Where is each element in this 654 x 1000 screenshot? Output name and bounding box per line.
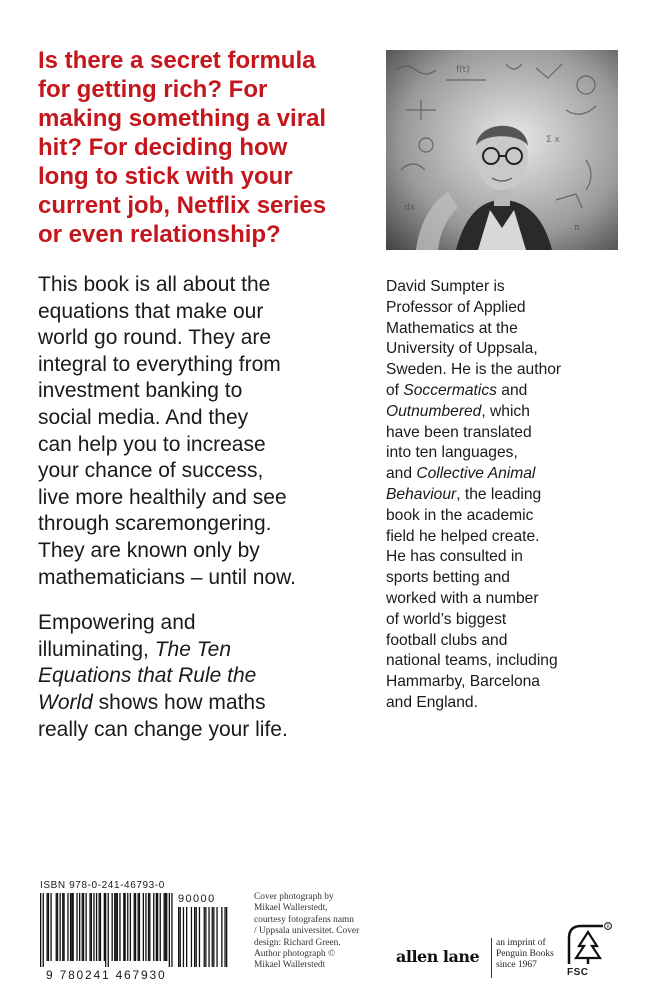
- headline-line: hit? For deciding how: [38, 134, 288, 161]
- headline-line: for getting rich? For: [38, 76, 268, 103]
- imprint-divider: [491, 938, 492, 978]
- book-title: World: [38, 690, 93, 714]
- fsc-label: FSC: [567, 967, 589, 978]
- headline-line: current job, Netflix series: [38, 192, 327, 219]
- svg-text:f(t): f(t): [456, 65, 470, 75]
- svg-text:π: π: [574, 223, 580, 233]
- headline-question: [38, 46, 378, 249]
- headline-line: long to stick with your: [38, 163, 293, 190]
- cover-credits: Cover photograph by Mikael Wallerstedt, courtesy fotografens namn / Uppsala universitet. Cover design: Richard Green. Author photograph © Mikael Wallerstedt: [254, 892, 360, 971]
- headline-line: making something a viral: [38, 105, 327, 132]
- svg-text:dx: dx: [404, 203, 416, 213]
- svg-text:Σ x: Σ x: [546, 135, 560, 145]
- description-paragraph-1: This book is all about the equations that make our world go round. They are integral to everything from investment banking to social media. And they can help you to increase your chance of success, live more healthily and see through scaremongering. They are known only by mathematicians – until now.: [38, 273, 296, 589]
- book-title: Behaviour: [386, 485, 457, 503]
- fsc-logo: [563, 920, 613, 973]
- author-bio: David Sumpter is Professor of Applied Mathematics at the University of Uppsala, Sweden. He is the author of Soccermatics and Outnumbered, which have been translated into ten languages, and Collective Animal Behaviour, the leading book in the academic field he helped create. He has consulted in sports betting and worked with a number of world’s biggest football clubs and national teams, including Hammarby, Barcelona and England.: [386, 278, 562, 711]
- fsc-tree-icon: [563, 920, 613, 968]
- author-photo: [386, 50, 618, 250]
- allen-lane-logo: allen lane: [396, 947, 480, 966]
- book-title: Soccermatics: [403, 381, 497, 399]
- author-photo-illustration: [386, 50, 618, 250]
- book-title: The Ten: [154, 637, 232, 661]
- book-description: [38, 272, 372, 762]
- headline-line: or even relationship?: [38, 221, 281, 248]
- barcode-digits: 9 780241 467930: [46, 968, 167, 982]
- price-code: 90000: [178, 893, 216, 905]
- book-title: Collective Animal: [416, 465, 536, 483]
- isbn-label: ISBN 978-0-241-46793-0: [40, 880, 165, 891]
- book-title: Equations that Rule the: [38, 664, 257, 688]
- headline-line: Is there a secret formula: [38, 47, 316, 74]
- description-paragraph-2: Empowering and illuminating, The Ten Equations that Rule the World shows how maths really can change your life.: [38, 611, 288, 741]
- imprint-text: an imprint of Penguin Books since 1967: [496, 938, 554, 970]
- book-title: Outnumbered: [386, 402, 482, 420]
- svg-text:R: R: [606, 925, 610, 930]
